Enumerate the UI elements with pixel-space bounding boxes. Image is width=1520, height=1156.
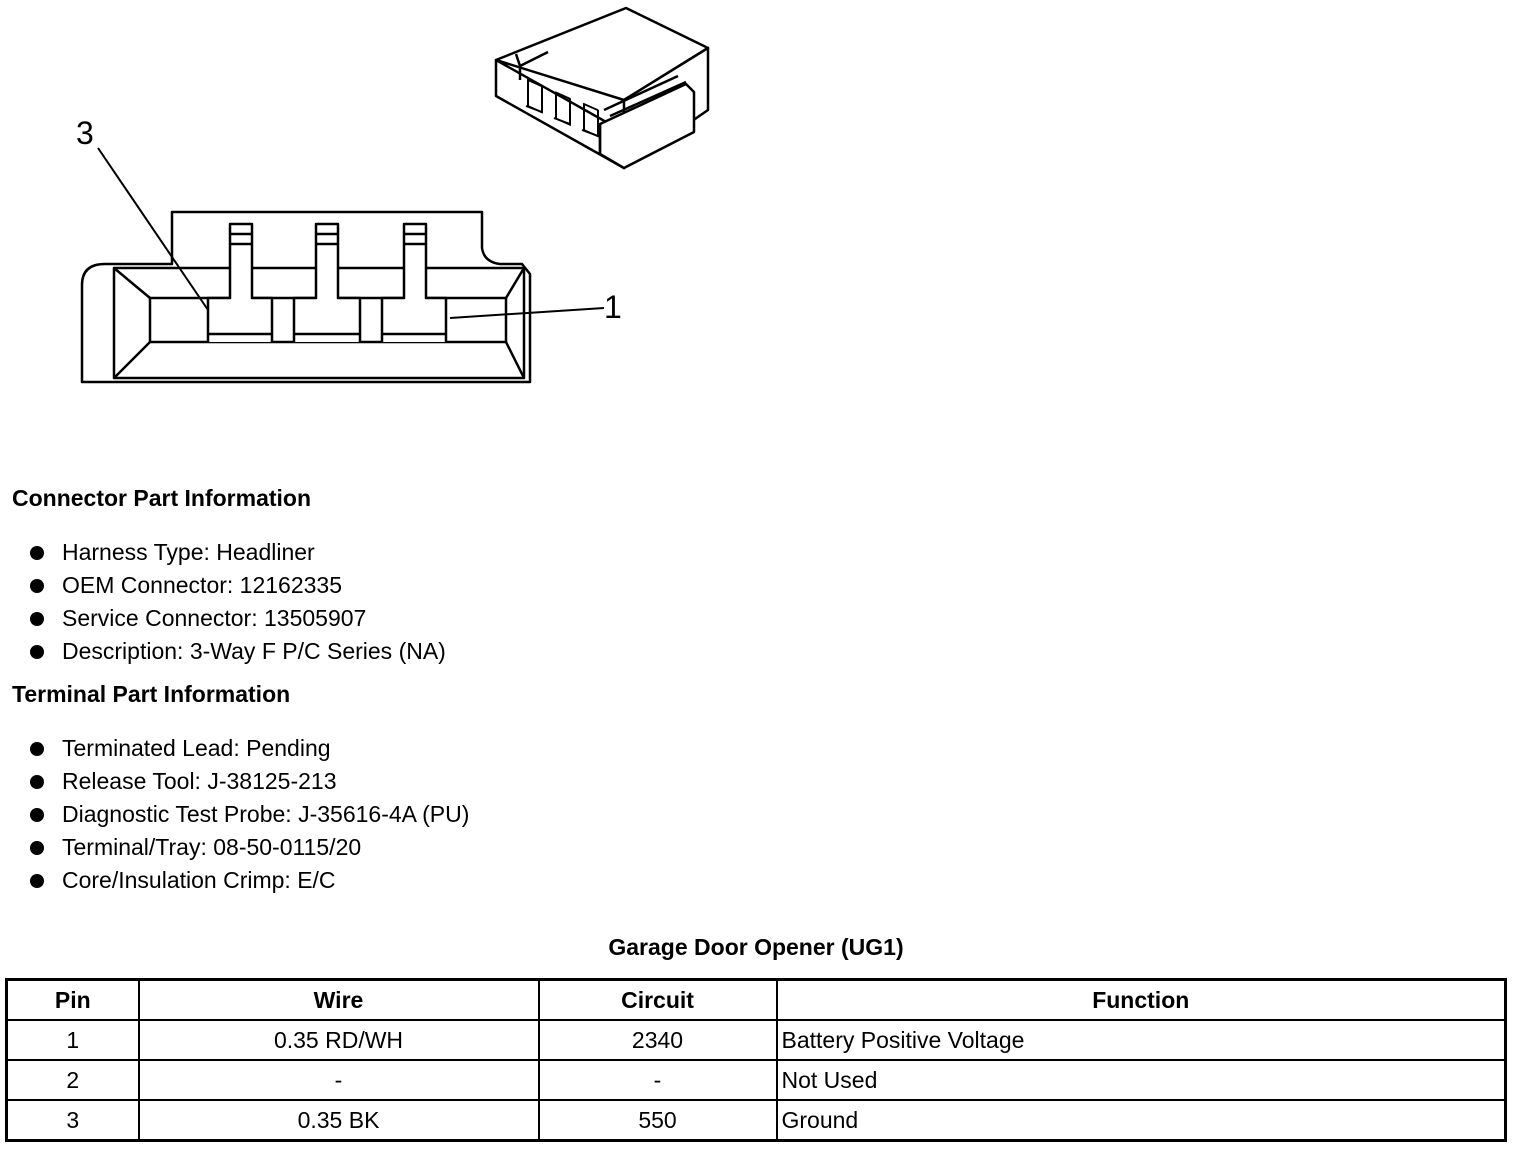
bullet-icon xyxy=(30,742,44,756)
table-row xyxy=(7,1060,1506,1100)
pin-cell: 3 xyxy=(7,1100,139,1141)
column-header-wire: Wire xyxy=(139,980,539,1021)
bullet-icon xyxy=(30,874,44,888)
list-item: Service Connector: 13505907 xyxy=(28,602,446,635)
list-item: OEM Connector: 12162335 xyxy=(28,569,446,602)
bullet-icon xyxy=(30,775,44,789)
callout-label-3: 3 xyxy=(76,115,94,151)
bullet-icon xyxy=(30,645,44,659)
wire-cell: 0.35 BK xyxy=(139,1100,539,1141)
pin-cell: 2 xyxy=(7,1060,139,1100)
table-row xyxy=(7,1020,1506,1060)
connector-diagram xyxy=(0,0,760,420)
list-item: Core/Insulation Crimp: E/C xyxy=(28,864,469,897)
column-header-function: Function xyxy=(777,980,1506,1021)
circuit-cell: 2340 xyxy=(539,1020,777,1060)
terminal-info-heading: Terminal Part Information xyxy=(12,681,291,707)
bullet-icon xyxy=(30,546,44,560)
bullet-icon xyxy=(30,841,44,855)
bullet-icon xyxy=(30,612,44,626)
connector-info-heading: Connector Part Information xyxy=(12,485,312,511)
function-cell: Ground xyxy=(777,1100,1506,1141)
terminal-info-list xyxy=(28,732,469,897)
list-item: Release Tool: J-38125-213 xyxy=(28,765,469,798)
circuit-cell: 550 xyxy=(539,1100,777,1141)
list-item: Terminated Lead: Pending xyxy=(28,732,469,765)
function-cell: Battery Positive Voltage xyxy=(777,1020,1506,1060)
pin-table xyxy=(5,978,1507,1142)
column-header-circuit: Circuit xyxy=(539,980,777,1021)
list-item: Description: 3-Way F P/C Series (NA) xyxy=(28,635,446,668)
bullet-icon xyxy=(30,808,44,822)
callout-label-1: 1 xyxy=(604,289,622,325)
connector-drawing xyxy=(0,0,760,420)
table-row xyxy=(7,1100,1506,1141)
list-item: Diagnostic Test Probe: J-35616-4A (PU) xyxy=(28,798,469,831)
wire-cell: 0.35 RD/WH xyxy=(139,1020,539,1060)
bullet-icon xyxy=(30,579,44,593)
function-cell: Not Used xyxy=(777,1060,1506,1100)
table-caption: Garage Door Opener (UG1) xyxy=(608,934,904,960)
column-header-pin: Pin xyxy=(7,980,139,1021)
circuit-cell: - xyxy=(539,1060,777,1100)
connector-info-list xyxy=(28,536,446,668)
table-header-row xyxy=(7,980,1506,1021)
list-item: Terminal/Tray: 08-50-0115/20 xyxy=(28,831,469,864)
pin-cell: 1 xyxy=(7,1020,139,1060)
connector-isometric-view xyxy=(496,8,708,168)
list-item: Harness Type: Headliner xyxy=(28,536,446,569)
connector-face-view xyxy=(82,212,530,382)
wire-cell: - xyxy=(139,1060,539,1100)
